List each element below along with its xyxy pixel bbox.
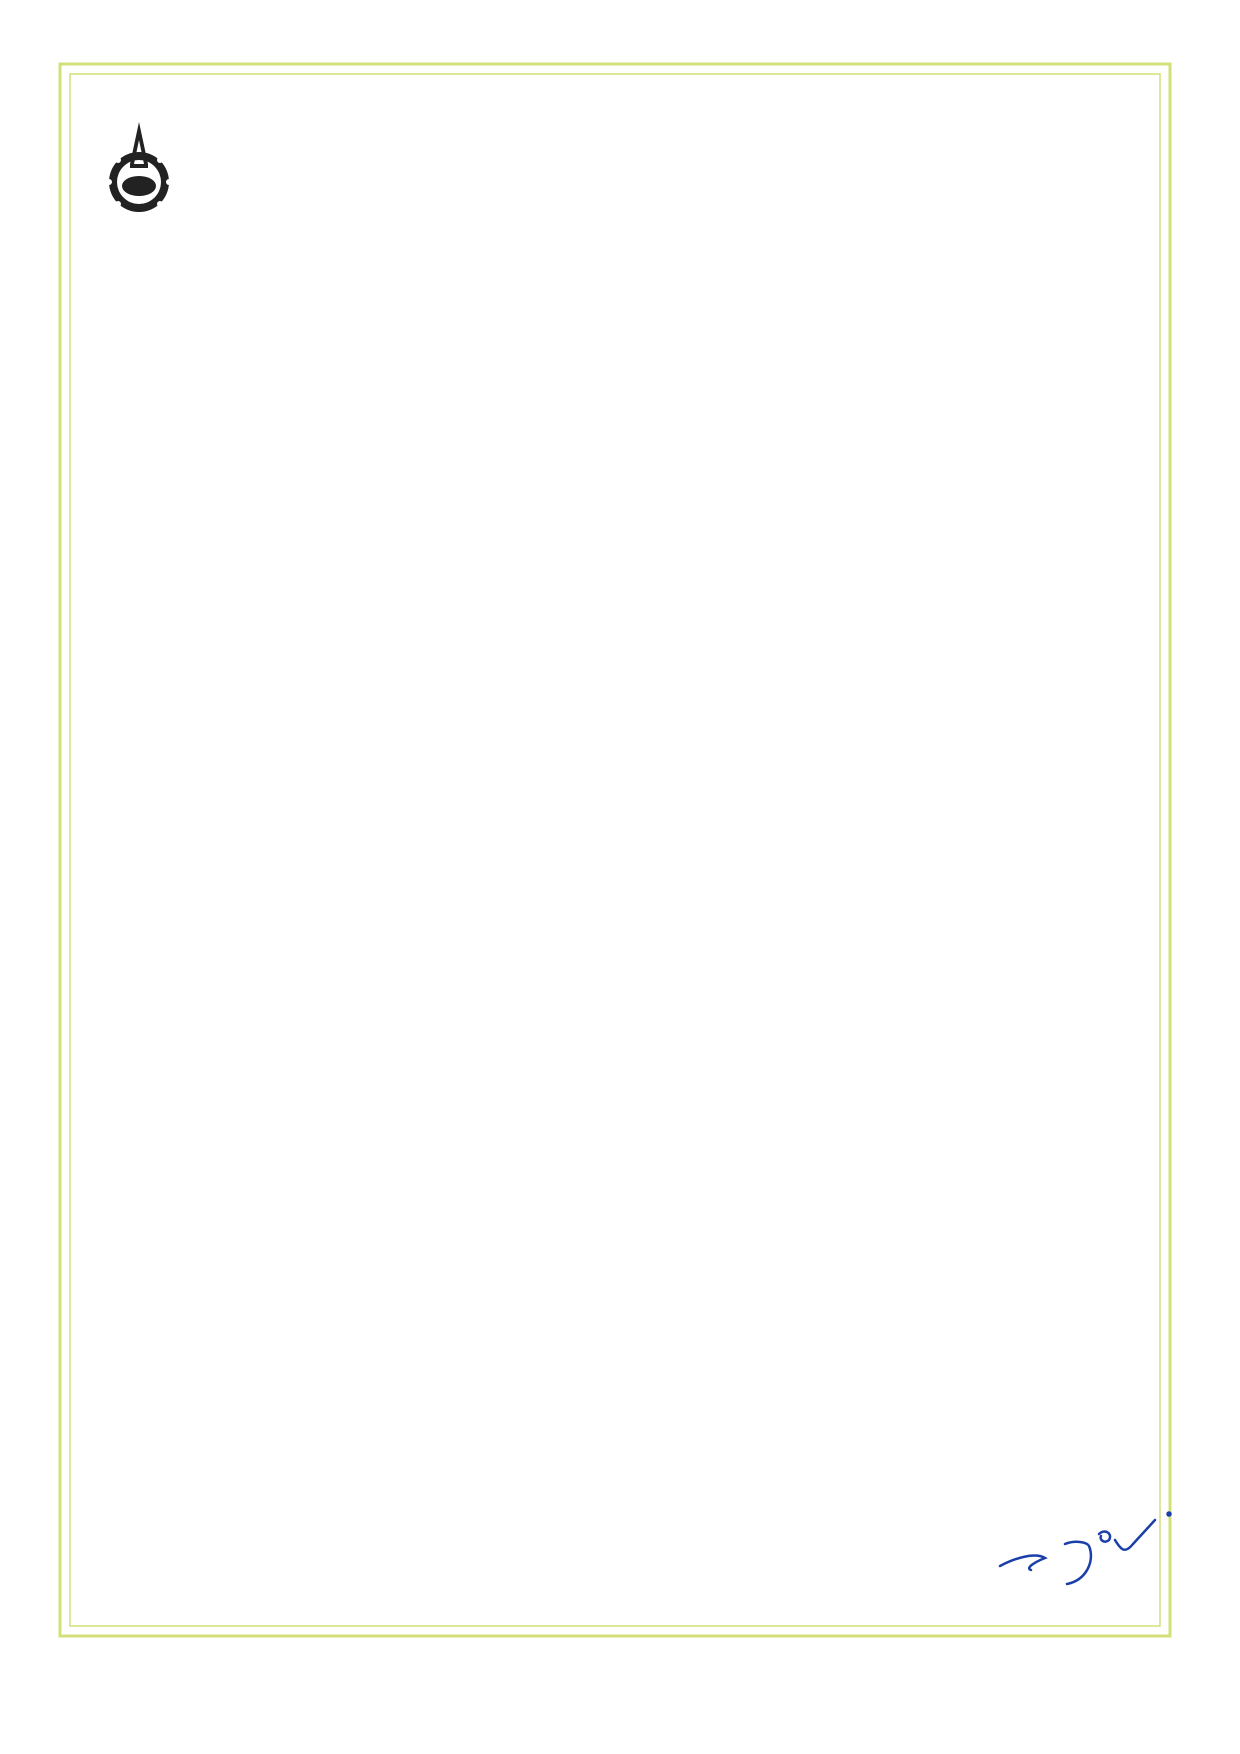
header-standard-length xyxy=(410,446,740,504)
header-error xyxy=(740,446,910,504)
unit-cell xyxy=(410,504,740,532)
calibration-table xyxy=(190,446,1130,532)
unit-cell xyxy=(190,504,410,532)
table-header-row xyxy=(190,446,1130,504)
unit-cell xyxy=(740,504,910,532)
header-measurement-uncertainty xyxy=(910,446,1130,504)
handwritten-signature xyxy=(995,1500,1195,1610)
unit-cell xyxy=(910,504,1130,532)
header-uuc-reading xyxy=(190,446,410,504)
table-unit-row xyxy=(190,504,1130,532)
institution-logo xyxy=(100,120,178,216)
